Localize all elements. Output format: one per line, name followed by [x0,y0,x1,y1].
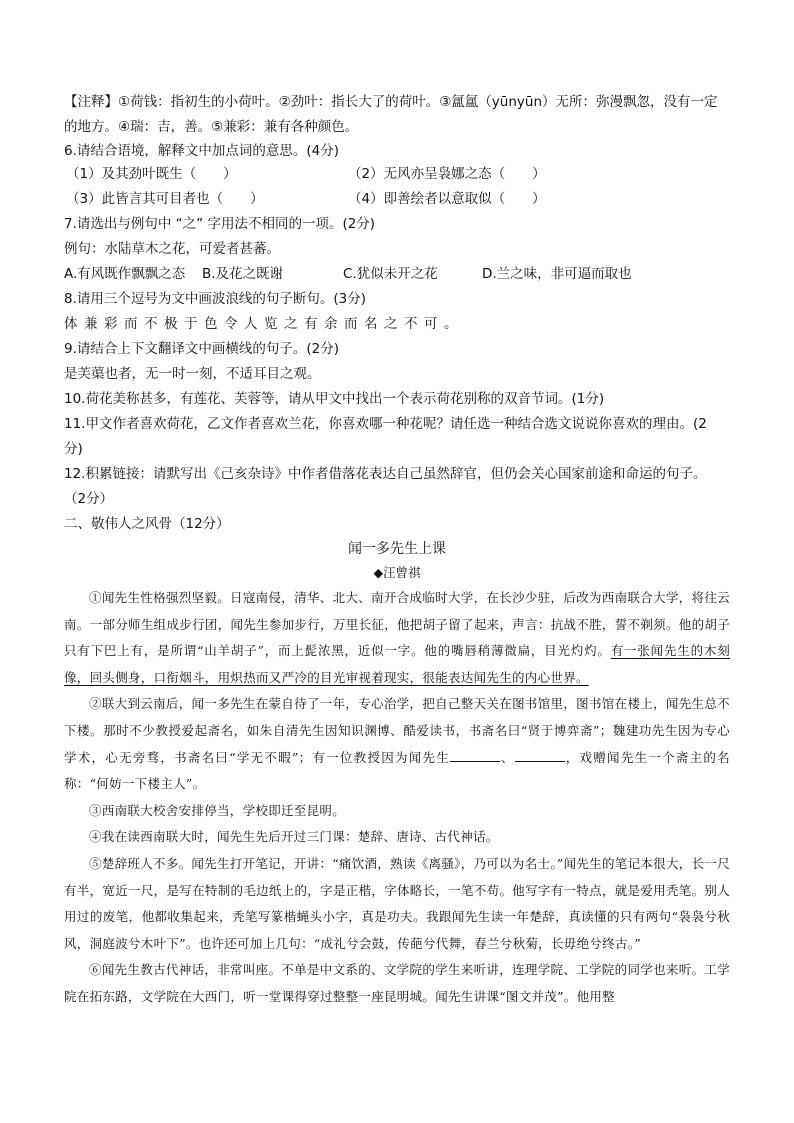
paragraph-3: ③西南联大校舍安排停当，学校即迁至昆明。 [89,802,346,818]
question-7-stem: 7.请选出与例句中 “之” 字用法不相同的一项。(2分) [64,216,376,232]
paragraph-2 [64,691,730,797]
paragraph-2-text: ②联大到云南后，闻一多先生在蒙自待了一年，专心治学，把自己整天关在图书馆里，图书馆在楼上，闻先生总不下楼。那时不少教授爱起斋名，如朱自清先生因知识渊博、酷爱读书，书斋名曰“贤于博弈斋”；魏建功先生因为专心学术，心无旁骛，书斋名曰“学无不暇”；有一位教授因为闻先生 [64,696,730,765]
paragraph-5: ⑤楚辞班人不多。闻先生打开笔记，开讲：“痛饮酒，熟读《离骚》，乃可以为名士。”闻先生的笔记本很大，长一尺有半，宽近一尺，是写在特制的毛边纸上的，字是正楷，字体略长，一笔不苟。他写字有一特点，就是爱用秃笔。别人用过的废笔，他都收集起来，秃笔写篆楷蝇头小字，真是功夫。我跟闻先生读一年楚辞，真读懂的只有两句“袅袅兮秋风，洞庭波兮木叶下”。也许还可加上几句：“成礼兮会鼓，传葩兮代舞，春兰兮秋菊，长毋绝兮终古。” [64,855,730,951]
paragraph-6: ⑥闻先生教古代神话，非常叫座。不单是中文系的、文学院的学生来听讲，连理学院、工学院的同学也来听。工学院在拓东路，文学院在大西门，听一堂课得穿过整整一座昆明城。闻先生讲课“图文并茂”。他用整 [64,962,730,1004]
question-9-sentence: 是芙蕖也者，无一时一刻，不适耳目之观。 [64,366,321,382]
question-8-sentence: 体兼彩而不极于色令人览之有余而名之不可。 [64,316,464,332]
paragraph-1 [64,585,730,691]
question-8-stem: 8.请用三个逗号为文中画波浪线的句子断句。(3分) [64,291,367,307]
paragraph-1-underlined-sentence: 有一张闻先生的木刻像，回头侧身，口衔烟斗，用炽热而又严冷的目光审视着现实，很能表达闻先生的内心世界。 [64,643,730,685]
blank-separator: 、 [500,749,515,765]
question-11-line-1: 11.甲文作者喜欢荷花，乙文作者喜欢兰花，你喜欢哪一种花呢？请任选一种结合选文说说你喜欢的理由。(2 [64,416,707,432]
answer-blank-1[interactable] [450,749,500,762]
question-9-stem: 9.请结合上下文翻译文中画横线的句子。(2分) [64,341,340,357]
paragraph-2-text-end: ，戏赠闻先生一个斋主的名称：“何妨一下楼主人”。 [64,749,730,792]
question-7-option-c: C.犹似未开之花 [343,266,438,282]
note-line-2: 的地方。④瑞：吉，善。⑤兼彩：兼有各种颜色。 [64,119,359,135]
question-7-example: 例句：水陆草木之花，可爱者甚蕃。 [64,241,280,257]
question-6-option-3: （3）此皆言其可目者也（ ） [66,191,264,207]
passage-title: 闻一多先生上课 [348,541,446,557]
note-line-1: 【注释】①荷钱：指初生的小荷叶。②劲叶：指长大了的荷叶。③氲氲（yūnyūn）无所：弥漫飘忽，没有一定 [64,94,718,110]
passage-body [64,585,730,1011]
question-12-line-2: （2分） [64,491,114,507]
question-12-line-1: 12.积累链接：请默写出《己亥杂诗》中作者借落花表达自己虽然辞官，但仍会关心国家前途和命运的句子。 [64,466,707,482]
question-11-line-2: 分) [64,441,83,457]
passage-author: ◆汪曾祺 [373,565,421,580]
answer-blank-2[interactable] [515,749,565,762]
question-7-option-b: B.及花之既谢 [202,266,284,282]
question-6-option-1: （1）及其劲叶既生（ ） [66,166,237,182]
question-7-option-a: A.有风既作飘飘之态 [64,266,186,282]
question-6-option-4: （4）即善绘者以意取似（ ） [348,191,546,207]
question-6-stem: 6.请结合语境，解释文中加点词的意思。(4分) [64,143,340,159]
section-2-heading: 二、敬伟人之风骨（12分） [64,516,230,532]
question-10-stem: 10.荷花美称甚多，有莲花、芙蓉等，请从甲文中找出一个表示荷花别称的双音节词。(1分) [64,391,605,407]
paragraph-4: ④我在读西南联大时，闻先生先后开过三门课：楚辞、唐诗、古代神话。 [89,829,499,845]
paragraph-1-text: ①闻先生性格强烈坚毅。日寇南侵，清华、北大、南开合成临时大学，在长沙少驻，后改为西南联合大学，将往云南。一部分师生组成步行团，闻先生参加步行，万里长征，他把胡子留了起来，声言：抗战不胜，誓不剃须。他的胡子只有下巴上有，是所谓“山羊胡子”，而上髭浓黑，近似一字。他的嘴唇稍薄微扁，目光灼灼。 [64,590,730,659]
question-7-option-d: D.兰之味，非可逼而取也 [482,266,632,282]
question-6-option-2: （2）无风亦呈袅娜之态（ ） [348,166,546,182]
